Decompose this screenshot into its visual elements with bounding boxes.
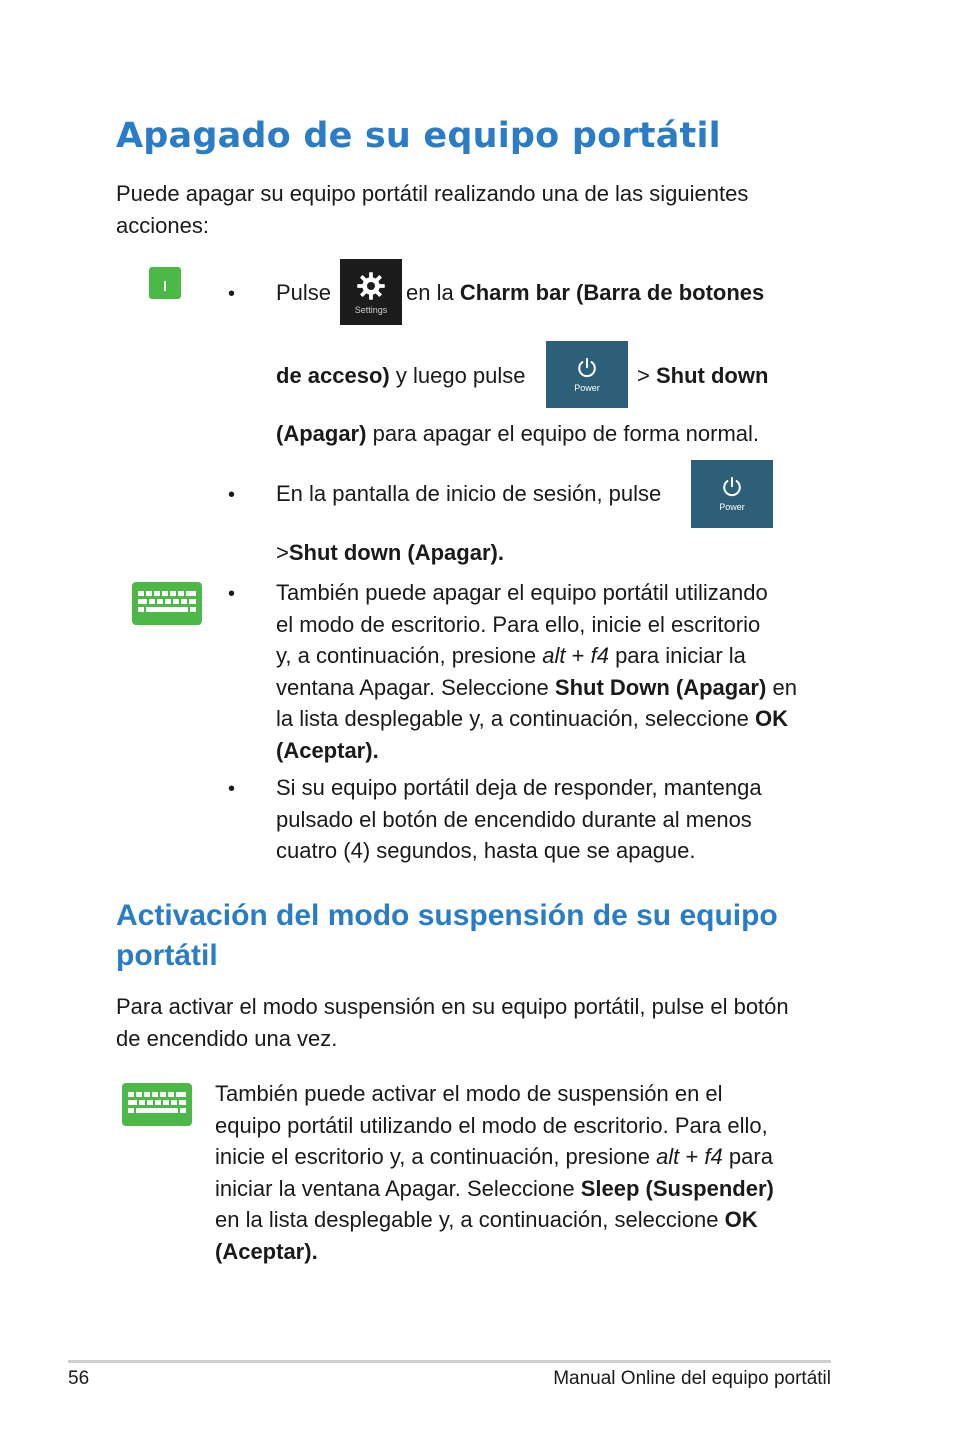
bullet3-text: También puede apagar el equipo portátil utilizando el modo de escritorio. Para ello, inicie el escritorio y, a continuación, presione alt + f4 para iniciar la ventana Apagar. Seleccione Shut Down (Apagar) en la lista desplegable y, a continuación, seleccione OK (Aceptar). xyxy=(276,580,797,763)
intro-paragraph: Puede apagar su equipo portátil realizando una de las siguientes acciones: xyxy=(116,181,749,238)
bullet1-line1-cont: en la Charm bar (Barra de botones xyxy=(406,280,765,305)
power-tile xyxy=(691,460,773,528)
settings-tile xyxy=(340,259,402,325)
bullet-marker: • xyxy=(228,484,236,506)
bullet1-line2-cont: > Shut down xyxy=(637,363,769,388)
power-tile-label: Power xyxy=(719,502,745,512)
bullet1-line1: Pulse xyxy=(276,280,332,305)
footer-divider xyxy=(68,1360,831,1363)
keyboard-icon xyxy=(122,1083,192,1126)
bullet1-line2: de acceso) y luego pulse xyxy=(276,363,526,388)
section2-note: También puede activar el modo de suspensión en el equipo portátil utilizando el modo de escritorio. Para ello, inicie el escritorio y, a continuación, presione alt + f4 para iniciar la ventana Apagar. Seleccione Sleep (Suspender) en la lista desplegable y, a continuación, seleccione OK (Aceptar). xyxy=(215,1081,774,1264)
bullet4-text: Si su equipo portátil deja de responder, mantenga pulsado el botón de encendido durante al menos cuatro (4) segundos, hasta que se apague. xyxy=(276,775,762,863)
settings-tile-label: Settings xyxy=(354,305,388,315)
bullet-marker: • xyxy=(228,283,236,305)
page-number: 56 xyxy=(68,1368,90,1389)
page-title: Apagado de su equipo portátil xyxy=(116,116,721,156)
touch-gesture-icon xyxy=(149,267,181,299)
section2-paragraph: Para activar el modo suspensión en su equipo portátil, pulse el botón de encendido una vez. xyxy=(116,994,789,1051)
bullet1-line3: (Apagar) para apagar el equipo de forma normal. xyxy=(276,421,760,446)
bullet-marker: • xyxy=(228,778,236,800)
bullet2-line2: >Shut down (Apagar). xyxy=(276,540,504,565)
bullet-marker: • xyxy=(228,583,236,605)
section-heading: Activación del modo suspensión de su equipo portátil xyxy=(116,899,778,972)
gear-icon xyxy=(356,271,386,301)
manual-title: Manual Online del equipo portátil xyxy=(553,1368,831,1389)
power-icon xyxy=(721,476,743,498)
power-icon xyxy=(576,357,598,379)
keyboard-icon xyxy=(132,582,202,625)
bullet2-line1: En la pantalla de inicio de sesión, pulse xyxy=(276,481,662,506)
power-tile-label: Power xyxy=(574,382,600,393)
power-tile xyxy=(546,341,628,408)
